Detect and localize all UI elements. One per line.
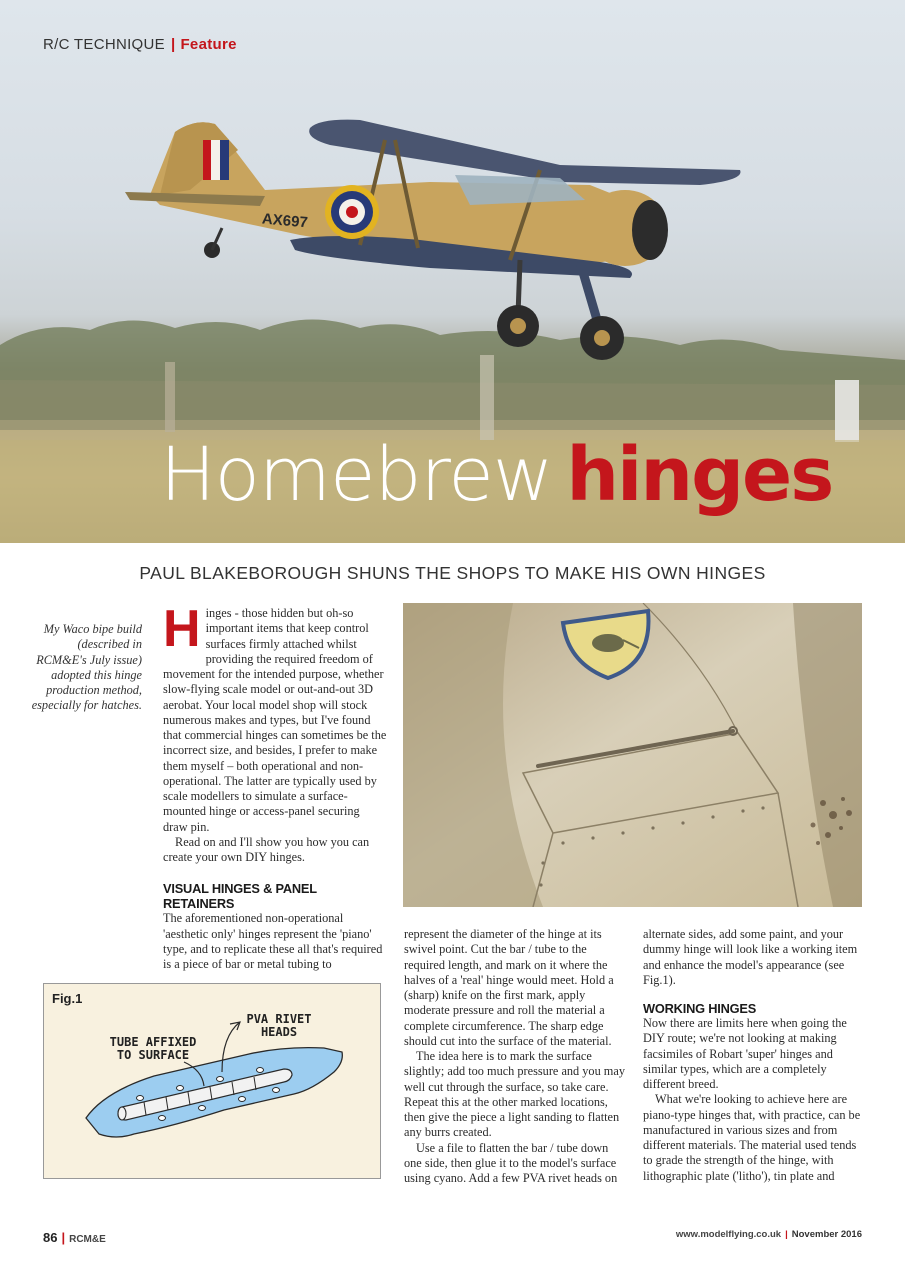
- paragraph: The aforementioned non-operational 'aesthetic only' hinges represent the 'piano' type, and to replicate these all that's required is a piece of bar or metal tubing to: [163, 911, 383, 971]
- paragraph: Read on and I'll show you how you can create your own DIY hinges.: [163, 834, 370, 864]
- intro-text: inges - those hidden but oh-so important items that keep control surfaces firmly attached whilst providing the required freedom of movement for the intended purpose, whether slow-flying scale model or out-and-out 3D aerobat. Your local model shop will stock numerous makes and types, but I've found that commercial hinges can sometimes be the incorrect size, and besides, I prefer to make them myself – both operational and non-operational. The latter are typically used by scale modellers to simulate a surface-mounted hinge or access-panel securing draw pin.: [163, 606, 387, 834]
- hero-photo: [0, 0, 905, 543]
- annotation-tube: TUBE AFFIXED TO SURFACE: [109, 1035, 197, 1062]
- paragraph: Now there are limits here when going the DIY route; we're not looking at making facsimiles of Robart 'super' hinges and similar types, which are a completely different breed.: [643, 1016, 847, 1091]
- footer-right: [676, 1229, 862, 1240]
- footer-divider: |: [61, 1230, 66, 1245]
- article-column-3: [643, 927, 865, 1184]
- photo-caption: My Waco bipe build (described in RCM&E's July issue) adopted this hinge production method, especially for hatches.: [31, 622, 142, 713]
- hinge-closeup-photo: [403, 603, 862, 907]
- aircraft-serial: AX697: [261, 210, 309, 232]
- article-column-1: [163, 600, 387, 972]
- footer-left: [43, 1230, 106, 1245]
- footer-divider: |: [785, 1229, 788, 1240]
- section-label: [43, 36, 237, 53]
- standfirst: PAUL BLAKEBOROUGH SHUNS THE SHOPS TO MAKE HIS OWN HINGES: [139, 563, 766, 583]
- aircraft-panel-illustration: [403, 603, 862, 907]
- title-bold: hinges: [566, 432, 833, 518]
- paragraph: The idea here is to mark the surface slightly; add too much pressure and you may well cut through the surface, so take care. Repeat this at the other marked locations, then give the piece a light sanding to flatten any burrs created.: [404, 1049, 625, 1140]
- magazine-name: RCM&E: [69, 1234, 106, 1245]
- section-divider: |: [170, 36, 176, 53]
- paragraph: What we're looking to achieve here are piano-type hinges that, with practice, can be manufactured in various sizes and from different materials. The material used tends to grade the strength of the hinge, with lithographic plate ('litho'), tin plate and: [643, 1092, 861, 1183]
- issue-date: November 2016: [791, 1229, 862, 1240]
- paragraph: alternate sides, add some paint, and your dummy hinge will look like a working item and enhance the model's appearance (see Fig.1).: [643, 927, 858, 987]
- section-name: R/C TECHNIQUE: [43, 36, 165, 53]
- hinge-diagram: [44, 984, 380, 1178]
- title-light: Homebrew: [160, 432, 553, 518]
- figure-label: Fig.1: [52, 991, 83, 1006]
- annotation-rivets: PVA RIVET HEADS: [246, 1012, 312, 1039]
- figure-1: [43, 983, 381, 1179]
- website-link[interactable]: www.modelflying.co.uk: [675, 1229, 782, 1240]
- page-number: 86: [43, 1230, 58, 1245]
- subheading-working-hinges: WORKING HINGES: [643, 1001, 757, 1016]
- paragraph: Use a file to flatten the bar / tube down one side, then glue it to the model's surface using cyano. Add a few PVA rivet heads on: [404, 1140, 618, 1185]
- subheading-visual-hinges: VISUAL HINGES & PANEL RETAINERS: [163, 881, 317, 912]
- article-column-2: [404, 927, 626, 1186]
- paragraph: represent the diameter of the hinge at its swivel point. Cut the bar / tube to the required length, and mark on it where the halves of a 'real' hinge would meet. Hold a (sharp) knife on the first mark, apply moderate pressure and roll the material a complete circumference. The sharp edge should cut into the surface of the material.: [404, 927, 614, 1048]
- intro-paragraph: [163, 600, 387, 835]
- page-title: [160, 432, 833, 518]
- category-tag: Feature: [180, 36, 237, 53]
- drop-cap: H: [163, 600, 201, 658]
